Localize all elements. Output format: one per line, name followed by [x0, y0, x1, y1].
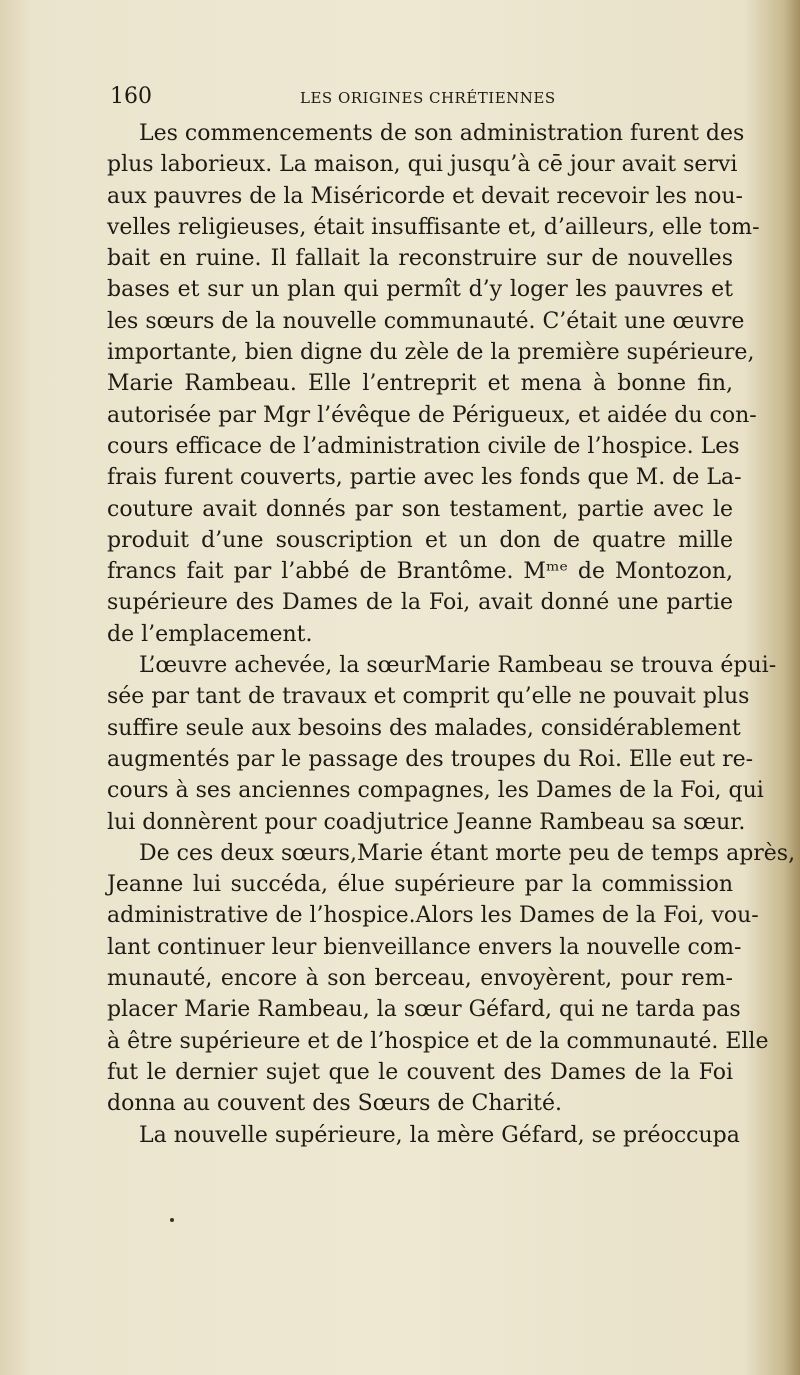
text-line: à être supérieure et de l’hospice et de la communauté. Elle: [107, 1028, 769, 1054]
text-line: bait en ruine. Il fallait la reconstruire sur de nouvelles: [107, 246, 733, 272]
text-line: Les commencements de son administration furent des: [139, 121, 745, 146]
text-line: produit d’une souscription et un don de quatre mille: [107, 527, 733, 553]
text-line: lui donnèrent pour coadjutrice Jeanne Rambeau sa sœur.: [107, 809, 746, 835]
text-line: administrative de l’hospice.Alors les Dames de la Foi, vou-: [107, 903, 759, 929]
text-line: velles religieuses, était insuffisante et, d’ailleurs, elle tom-: [107, 214, 760, 240]
text-line: francs fait par l’abbé de Brantôme. Mᵐᵉ de Montozon,: [107, 559, 733, 585]
running-title: LES ORIGINES CHRÉTIENNES: [300, 89, 556, 107]
text-line: sée par tant de travaux et comprit qu’elle ne pouvait plus: [107, 684, 750, 710]
text-line: cours efficace de l’administration civile de l’hospice. Les: [107, 433, 740, 459]
body-text: [107, 118, 796, 1151]
text-line: suffire seule aux besoins des malades, considérablement: [107, 715, 741, 741]
text-line: aux pauvres de la Miséricorde et devait recevoir les nou-: [107, 183, 743, 209]
text-line: de l’emplacement.: [107, 621, 313, 647]
text-line: Marie Rambeau. Elle l’entreprit et mena à bonne fin,: [107, 371, 733, 397]
text-line: La nouvelle supérieure, la mère Géfard, se préoccupa: [139, 1122, 740, 1148]
text-line: De ces deux sœurs,Marie étant morte peu de temps après,: [139, 840, 796, 866]
ink-speck: [170, 1218, 174, 1222]
text-line: importante, bien digne du zèle de la première supérieure,: [107, 340, 755, 366]
text-line: cours à ses anciennes compagnes, les Dames de la Foi, qui: [107, 778, 764, 804]
text-line: autorisée par Mgr l’évêque de Périgueux, et aidée du con-: [107, 402, 757, 428]
text-line: les sœurs de la nouvelle communauté. C’était une œuvre: [107, 308, 745, 334]
text-line: supérieure des Dames de la Foi, avait donné une partie: [107, 590, 733, 616]
text-line: frais furent couverts, partie avec les fonds que M. de La-: [107, 465, 742, 491]
text-line: Jeanne lui succéda, élue supérieure par la commission: [107, 872, 733, 898]
text-line: donna au couvent des Sœurs de Charité.: [107, 1091, 563, 1117]
text-line: augmentés par le passage des troupes du Roi. Elle eut re-: [107, 746, 754, 772]
text-line: fut le dernier sujet que le couvent des Dames de la Foi: [107, 1059, 733, 1085]
text-line: munauté, encore à son berceau, envoyèrent, pour rem-: [107, 966, 733, 992]
text-line: L’œuvre achevée, la sœurMarie Rambeau se trouva épui-: [139, 653, 777, 679]
page-number: 160: [110, 84, 152, 109]
text-line: plus laborieux. La maison, qui jusqu’à cē jour avait servi: [107, 152, 738, 178]
text-line: lant continuer leur bienveillance envers la nouvelle com-: [107, 934, 742, 960]
page-header: [110, 84, 730, 110]
text-line: bases et sur un plan qui permît d’y loger les pauvres et: [107, 277, 733, 303]
text-line: couture avait donnés par son testament, partie avec le: [107, 496, 733, 522]
text-line: placer Marie Rambeau, la sœur Géfard, qui ne tarda pas: [107, 997, 741, 1023]
